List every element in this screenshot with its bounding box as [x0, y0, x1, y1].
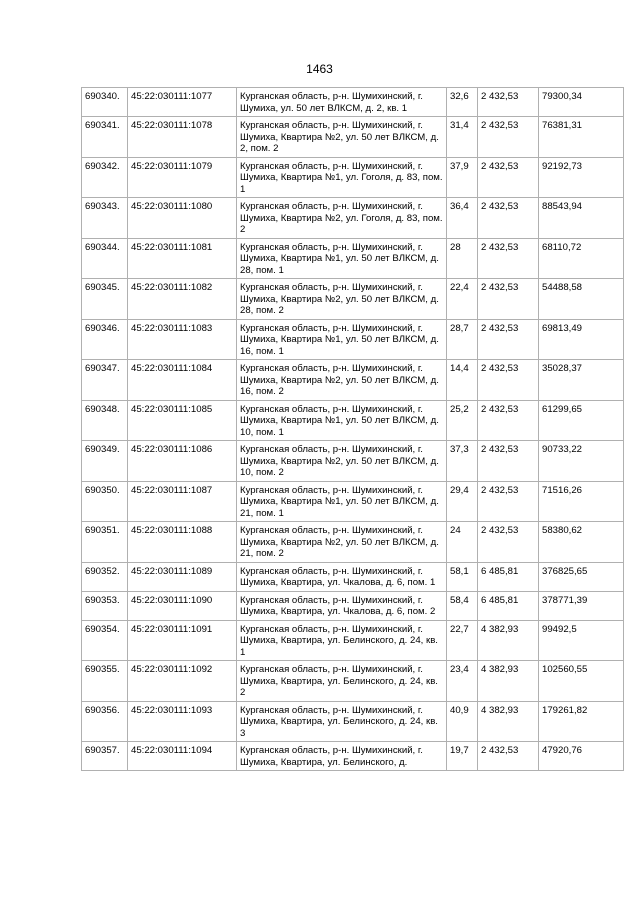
table-row — [82, 198, 624, 239]
area-cell: 14,4 — [447, 360, 478, 401]
rate-cell: 4 382,93 — [478, 701, 539, 742]
rate-cell: 6 485,81 — [478, 591, 539, 620]
address-cell: Курганская область, р-н. Шумихинский, г. Шумиха, Квартира №1, ул. Гоголя, д. 83, пом. 1 — [237, 157, 447, 198]
address-cell: Курганская область, р-н. Шумихинский, г. Шумиха, ул. 50 лет ВЛКСМ, д. 2, кв. 1 — [237, 88, 447, 117]
table-row — [82, 279, 624, 320]
cadastral-number-cell: 45:22:030111:1094 — [128, 742, 237, 771]
row-number-cell: 690341. — [82, 117, 128, 158]
cadastral-number-cell: 45:22:030111:1089 — [128, 562, 237, 591]
area-cell: 58,1 — [447, 562, 478, 591]
address-cell: Курганская область, р-н. Шумихинский, г. Шумиха, Квартира №1, ул. 50 лет ВЛКСМ, д. 16, пом. 1 — [237, 319, 447, 360]
cadastral-number-cell: 45:22:030111:1085 — [128, 400, 237, 441]
cadastral-number-cell: 45:22:030111:1093 — [128, 701, 237, 742]
cost-cell: 99492,5 — [539, 620, 624, 661]
cost-cell: 179261,82 — [539, 701, 624, 742]
rate-cell: 4 382,93 — [478, 620, 539, 661]
area-cell: 23,4 — [447, 661, 478, 702]
table-row — [82, 620, 624, 661]
address-cell: Курганская область, р-н. Шумихинский, г. Шумиха, Квартира №2, ул. 50 лет ВЛКСМ, д. 2, пом. 2 — [237, 117, 447, 158]
rate-cell: 2 432,53 — [478, 238, 539, 279]
row-number-cell: 690348. — [82, 400, 128, 441]
cost-cell: 92192,73 — [539, 157, 624, 198]
table-row — [82, 238, 624, 279]
row-number-cell: 690357. — [82, 742, 128, 771]
rate-cell: 2 432,53 — [478, 319, 539, 360]
address-cell: Курганская область, р-н. Шумихинский, г. Шумиха, Квартира №2, ул. 50 лет ВЛКСМ, д. 21, пом. 2 — [237, 522, 447, 563]
row-number-cell: 690347. — [82, 360, 128, 401]
rate-cell: 2 432,53 — [478, 198, 539, 239]
address-cell: Курганская область, р-н. Шумихинский, г. Шумиха, Квартира, ул. Белинского, д. 24, кв. 1 — [237, 620, 447, 661]
table-row — [82, 701, 624, 742]
rate-cell: 2 432,53 — [478, 481, 539, 522]
row-number-cell: 690340. — [82, 88, 128, 117]
cost-cell: 35028,37 — [539, 360, 624, 401]
cadastral-number-cell: 45:22:030111:1090 — [128, 591, 237, 620]
area-cell: 28 — [447, 238, 478, 279]
rate-cell: 2 432,53 — [478, 117, 539, 158]
cadastral-table — [81, 87, 624, 771]
area-cell: 19,7 — [447, 742, 478, 771]
cadastral-number-cell: 45:22:030111:1084 — [128, 360, 237, 401]
area-cell: 31,4 — [447, 117, 478, 158]
rate-cell: 6 485,81 — [478, 562, 539, 591]
area-cell: 28,7 — [447, 319, 478, 360]
rate-cell: 4 382,93 — [478, 661, 539, 702]
cadastral-number-cell: 45:22:030111:1092 — [128, 661, 237, 702]
cost-cell: 102560,55 — [539, 661, 624, 702]
cadastral-number-cell: 45:22:030111:1077 — [128, 88, 237, 117]
cadastral-number-cell: 45:22:030111:1087 — [128, 481, 237, 522]
cadastral-number-cell: 45:22:030111:1088 — [128, 522, 237, 563]
cost-cell: 76381,31 — [539, 117, 624, 158]
rate-cell: 2 432,53 — [478, 157, 539, 198]
row-number-cell: 690342. — [82, 157, 128, 198]
cadastral-number-cell: 45:22:030111:1078 — [128, 117, 237, 158]
cadastral-number-cell: 45:22:030111:1083 — [128, 319, 237, 360]
cadastral-number-cell: 45:22:030111:1091 — [128, 620, 237, 661]
area-cell: 36,4 — [447, 198, 478, 239]
rate-cell: 2 432,53 — [478, 441, 539, 482]
cadastral-number-cell: 45:22:030111:1079 — [128, 157, 237, 198]
rate-cell: 2 432,53 — [478, 360, 539, 401]
row-number-cell: 690356. — [82, 701, 128, 742]
row-number-cell: 690353. — [82, 591, 128, 620]
row-number-cell: 690345. — [82, 279, 128, 320]
row-number-cell: 690350. — [82, 481, 128, 522]
address-cell: Курганская область, р-н. Шумихинский, г. Шумиха, Квартира №1, ул. 50 лет ВЛКСМ, д. 10, пом. 1 — [237, 400, 447, 441]
area-cell: 22,7 — [447, 620, 478, 661]
area-cell: 37,9 — [447, 157, 478, 198]
address-cell: Курганская область, р-н. Шумихинский, г. Шумиха, Квартира №1, ул. 50 лет ВЛКСМ, д. 28, пом. 1 — [237, 238, 447, 279]
table-row — [82, 481, 624, 522]
table-row — [82, 562, 624, 591]
cost-cell: 90733,22 — [539, 441, 624, 482]
address-cell: Курганская область, р-н. Шумихинский, г. Шумиха, Квартира №2, ул. 50 лет ВЛКСМ, д. 10, пом. 2 — [237, 441, 447, 482]
address-cell: Курганская область, р-н. Шумихинский, г. Шумиха, Квартира №2, ул. Гоголя, д. 83, пом. 2 — [237, 198, 447, 239]
rate-cell: 2 432,53 — [478, 522, 539, 563]
cost-cell: 61299,65 — [539, 400, 624, 441]
table-row — [82, 742, 624, 771]
table-row — [82, 522, 624, 563]
row-number-cell: 690343. — [82, 198, 128, 239]
area-cell: 22,4 — [447, 279, 478, 320]
cadastral-number-cell: 45:22:030111:1081 — [128, 238, 237, 279]
cost-cell: 68110,72 — [539, 238, 624, 279]
table-row — [82, 117, 624, 158]
address-cell: Курганская область, р-н. Шумихинский, г. Шумиха, Квартира, ул. Белинского, д. 24, кв. 3 — [237, 701, 447, 742]
cost-cell: 88543,94 — [539, 198, 624, 239]
cost-cell: 69813,49 — [539, 319, 624, 360]
page-number: 1463 — [306, 62, 333, 76]
row-number-cell: 690355. — [82, 661, 128, 702]
cost-cell: 376825,65 — [539, 562, 624, 591]
cost-cell: 58380,62 — [539, 522, 624, 563]
table-row — [82, 661, 624, 702]
rate-cell: 2 432,53 — [478, 279, 539, 320]
address-cell: Курганская область, р-н. Шумихинский, г. Шумиха, Квартира №1, ул. 50 лет ВЛКСМ, д. 21, пом. 1 — [237, 481, 447, 522]
table-row — [82, 319, 624, 360]
table-body — [82, 88, 624, 771]
cost-cell: 378771,39 — [539, 591, 624, 620]
area-cell: 24 — [447, 522, 478, 563]
table-row — [82, 157, 624, 198]
area-cell: 32,6 — [447, 88, 478, 117]
rate-cell: 2 432,53 — [478, 400, 539, 441]
area-cell: 25,2 — [447, 400, 478, 441]
table-row — [82, 400, 624, 441]
table-row — [82, 88, 624, 117]
row-number-cell: 690344. — [82, 238, 128, 279]
address-cell: Курганская область, р-н. Шумихинский, г. Шумиха, Квартира, ул. Белинского, д. — [237, 742, 447, 771]
rate-cell: 2 432,53 — [478, 742, 539, 771]
row-number-cell: 690352. — [82, 562, 128, 591]
row-number-cell: 690349. — [82, 441, 128, 482]
address-cell: Курганская область, р-н. Шумихинский, г. Шумиха, Квартира №2, ул. 50 лет ВЛКСМ, д. 28, пом. 2 — [237, 279, 447, 320]
address-cell: Курганская область, р-н. Шумихинский, г. Шумиха, Квартира, ул. Белинского, д. 24, кв. 2 — [237, 661, 447, 702]
cadastral-number-cell: 45:22:030111:1082 — [128, 279, 237, 320]
address-cell: Курганская область, р-н. Шумихинский, г. Шумиха, Квартира, ул. Чкалова, д. 6, пом. 1 — [237, 562, 447, 591]
area-cell: 58,4 — [447, 591, 478, 620]
table-row — [82, 360, 624, 401]
cost-cell: 54488,58 — [539, 279, 624, 320]
area-cell: 29,4 — [447, 481, 478, 522]
cadastral-number-cell: 45:22:030111:1080 — [128, 198, 237, 239]
area-cell: 40,9 — [447, 701, 478, 742]
address-cell: Курганская область, р-н. Шумихинский, г. Шумиха, Квартира, ул. Чкалова, д. 6, пом. 2 — [237, 591, 447, 620]
cost-cell: 47920,76 — [539, 742, 624, 771]
rate-cell: 2 432,53 — [478, 88, 539, 117]
table-row — [82, 591, 624, 620]
row-number-cell: 690346. — [82, 319, 128, 360]
cost-cell: 71516,26 — [539, 481, 624, 522]
row-number-cell: 690351. — [82, 522, 128, 563]
address-cell: Курганская область, р-н. Шумихинский, г. Шумиха, Квартира №2, ул. 50 лет ВЛКСМ, д. 16, пом. 2 — [237, 360, 447, 401]
area-cell: 37,3 — [447, 441, 478, 482]
row-number-cell: 690354. — [82, 620, 128, 661]
cadastral-number-cell: 45:22:030111:1086 — [128, 441, 237, 482]
table-row — [82, 441, 624, 482]
cost-cell: 79300,34 — [539, 88, 624, 117]
